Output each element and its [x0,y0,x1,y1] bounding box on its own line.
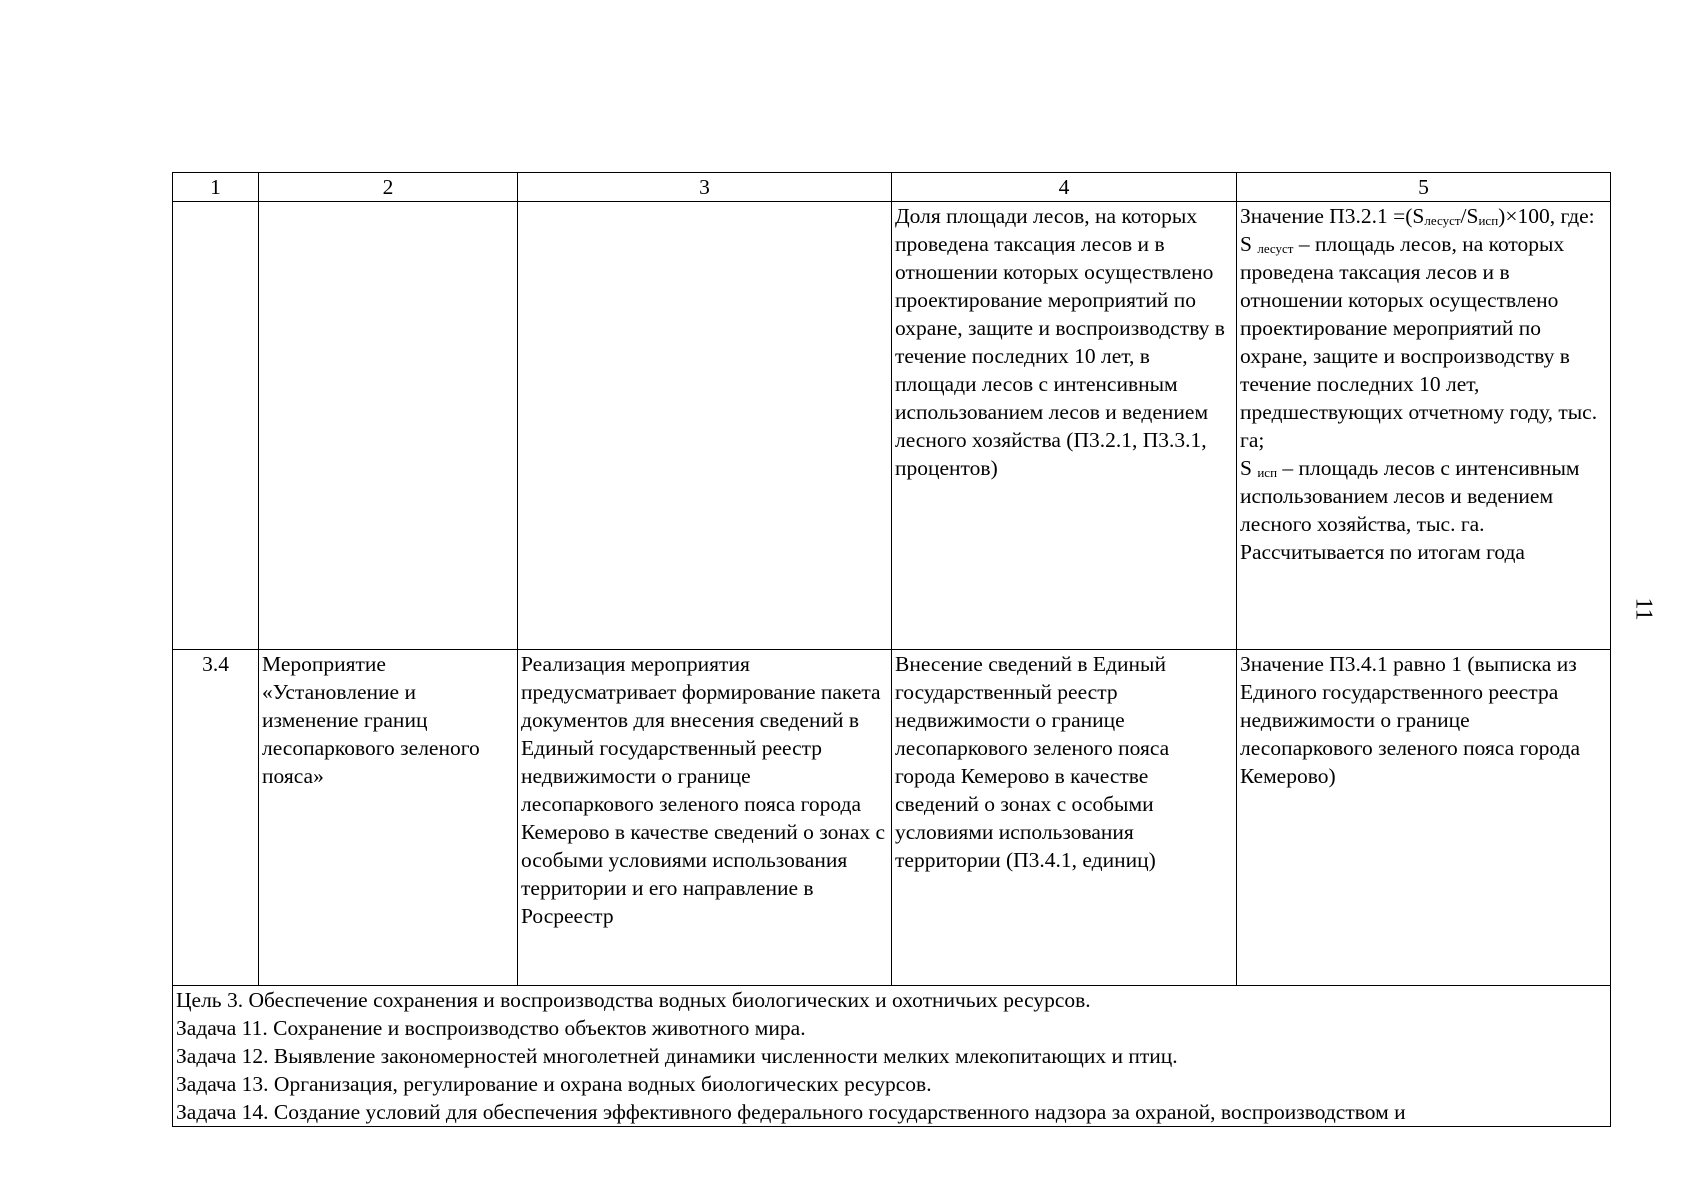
formula-suffix: )×100, где: [1498,204,1595,228]
s1-prefix: S [1240,232,1258,256]
row2-formula-cell: Значение П3.4.1 равно 1 (выписка из Единого государственного реестра недвижимости о границе лесопаркового зеленого пояса города Кемерово) [1237,650,1611,986]
s2-text: – площадь лесов с интенсивным использованием лесов и ведением лесного хозяйства, тыс. га. [1240,456,1580,536]
goal-line-4: Задача 13. Организация, регулирование и охрана водных биологических ресурсов. [176,1072,932,1096]
goal-line-3: Задача 12. Выявление закономерностей многолетней динамики численности мелких млекопитающих и птиц. [176,1044,1178,1068]
s2-prefix: S [1240,456,1258,480]
row1-description-cell [518,202,892,650]
row2-name-cell: Мероприятие «Установление и изменение границ лесопаркового зеленого пояса» [259,650,518,986]
s1-sub: лесуст [1257,241,1294,256]
goal-cell [173,986,1611,1127]
s1-text: – площадь лесов, на которых проведена таксация лесов и в отношении которых осуществлено проектирование мероприятий по охране, защите и воспроизводству в течение последних 10 лет, предшествующих отчетному году, тыс. га; [1240,232,1598,452]
document-table [172,172,1611,1127]
header-cell-4: 4 [892,173,1237,202]
formula-mid: /S [1460,204,1479,228]
s2-definition [1240,454,1607,538]
header-row [173,173,1611,202]
header-cell-1: 1 [173,173,259,202]
header-cell-2: 2 [259,173,518,202]
formula-prefix: Значение П3.2.1 =(S [1240,204,1425,228]
goal-line-5: Задача 14. Создание условий для обеспечения эффективного федерального государственного надзора за охраной, воспроизводством и [176,1100,1406,1124]
goal-line-2: Задача 11. Сохранение и воспроизводство объектов животного мира. [176,1016,806,1040]
header-cell-3: 3 [518,173,892,202]
goal-line-1: Цель 3. Обеспечение сохранения и воспроизводства водных биологических и охотничьих ресурсов. [176,988,1091,1012]
formula-sub-1: лесуст [1424,213,1461,228]
row1-indicator-cell: Доля площади лесов, на которых проведена таксация лесов и в отношении которых осуществлено проектирование мероприятий по охране, защите и воспроизводству в течение последних 10 лет, в площади лесов с интенсивным использованием лесов и ведением лесного хозяйства (П3.2.1, П3.3.1, процентов) [892,202,1237,650]
table-row [173,650,1611,986]
row1-formula-cell [1237,202,1611,650]
page-number: 11 [1630,597,1657,621]
goal-row [173,986,1611,1127]
s2-sub: исп [1257,465,1278,480]
table-row [173,202,1611,650]
row2-number-cell: 3.4 [173,650,259,986]
calculation-note: Рассчитывается по итогам года [1240,540,1525,564]
row2-description-cell: Реализация мероприятия предусматривает формирование пакета документов для внесения сведений в Единый государственный реестр недвижимости о границе лесопаркового зеленого пояса города Кемерово в качестве сведений о зонах с особыми условиями использования территории и его направление в Росреестр [518,650,892,986]
row1-name-cell [259,202,518,650]
s1-definition [1240,230,1607,454]
row1-number-cell [173,202,259,650]
formula-sub-2: исп [1478,213,1499,228]
header-cell-5: 5 [1237,173,1611,202]
row2-indicator-cell: Внесение сведений в Единый государственный реестр недвижимости о границе лесопаркового зеленого пояса города Кемерово в качестве сведений о зонах с особыми условиями использования территории (П3.4.1, единиц) [892,650,1237,986]
